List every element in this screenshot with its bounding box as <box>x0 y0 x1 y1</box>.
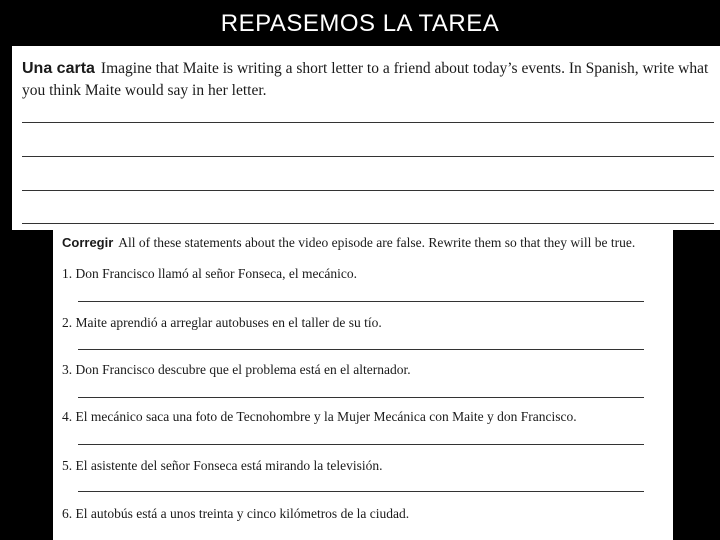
statement-item: 6. El autobús está a unos treinta y cinco kilómetros de la ciudad. <box>62 506 410 521</box>
corregir-heading: Corregir <box>62 235 114 250</box>
una-carta-instructions: Imagine that Maite is writing a short letter to a friend about today’s events. In Spanish, write what you think Maite would say in her letter. <box>22 60 709 99</box>
statement-item: 5. El asistente del señor Fonseca está mirando la televisión. <box>62 458 383 473</box>
answer-line[interactable] <box>78 397 644 398</box>
statement-item: 2. Maite aprendió a arreglar autobuses en el taller de su tío. <box>62 315 382 330</box>
statement-item: 4. El mecánico saca una foto de Tecnohombre y la Mujer Mecánica con Maite y don Francisco. <box>62 409 577 424</box>
slide-title: REPASEMOS LA TAREA <box>220 10 500 37</box>
answer-line[interactable] <box>78 301 644 302</box>
writing-line[interactable] <box>22 122 714 123</box>
corregir-prompt <box>62 234 672 252</box>
statement-item: 1. Don Francisco llamó al señor Fonseca, el mecánico. <box>62 266 358 281</box>
una-carta-heading: Una carta <box>22 60 95 77</box>
corregir-instructions: All of these statements about the video episode are false. Rewrite them so that they will be true. <box>118 235 636 250</box>
una-carta-exercise <box>12 46 720 230</box>
answer-line[interactable] <box>78 444 644 445</box>
answer-line[interactable] <box>78 491 644 492</box>
writing-line[interactable] <box>22 223 714 224</box>
corregir-exercise <box>53 230 673 540</box>
writing-line[interactable] <box>22 156 714 157</box>
writing-line[interactable] <box>22 190 714 191</box>
una-carta-prompt <box>22 58 716 102</box>
statement-item: 3. Don Francisco descubre que el problema está en el alternador. <box>62 362 411 377</box>
answer-line[interactable] <box>78 349 644 350</box>
